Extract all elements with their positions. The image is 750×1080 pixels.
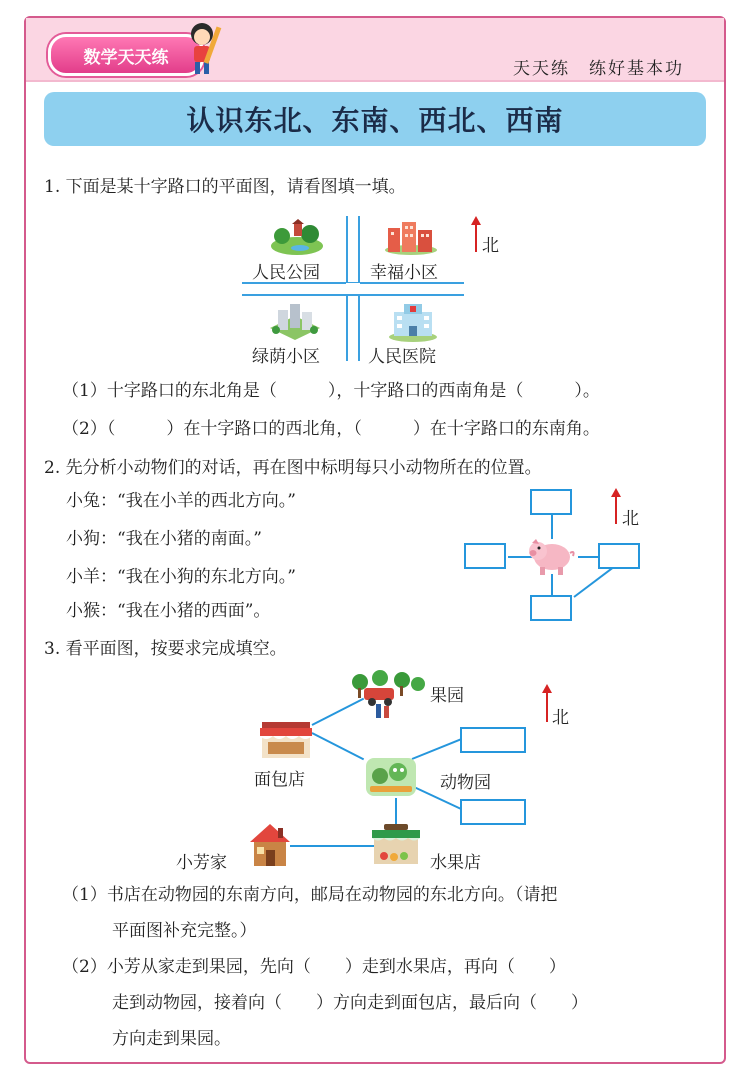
q3-line-5: 方向走到果园。 — [112, 1029, 231, 1049]
road-center-mask — [346, 283, 360, 294]
road-horizontal-bottom — [242, 294, 464, 296]
label-xingfu-community: 幸福小区 — [370, 263, 438, 283]
label-renmin-hospital: 人民医院 — [368, 347, 436, 367]
label-bakery: 面包店 — [254, 770, 305, 790]
q3-line-4: 走到动物园，接着向（ ）方向走到面包店，最后向（ ） — [112, 993, 588, 1013]
q2-answer-box-right[interactable] — [598, 543, 640, 569]
hospital-icon — [388, 300, 438, 342]
q1-intro: 1. 下面是某十字路口的平面图，请看图填一填。 — [44, 177, 406, 197]
pig-icon — [528, 535, 578, 577]
north-arrow-icon — [475, 224, 477, 252]
header — [26, 18, 724, 82]
apartments-icon — [384, 218, 438, 256]
label-lvyin-community: 绿荫小区 — [252, 347, 320, 367]
q2-dialog-dog: 小狗：“我在小猪的南面。” — [66, 529, 262, 549]
label-renmin-park: 人民公园 — [252, 263, 320, 283]
q3-line-1: （1）书店在动物园的东南方向，邮局在动物园的东北方向。（请把 — [62, 885, 558, 905]
brand-badge: 数学天天练 — [48, 34, 204, 76]
page-title: 认识东北、东南、西北、西南 — [44, 92, 706, 146]
q3-intro: 3. 看平面图，按要求完成填空。 — [44, 639, 287, 659]
q2-dialog-sheep: 小羊：“我在小狗的东北方向。” — [66, 567, 296, 587]
q2-answer-box-left[interactable] — [464, 543, 506, 569]
north-label: 北 — [622, 509, 639, 529]
label-home: 小芳家 — [176, 853, 227, 873]
label-zoo: 动物园 — [440, 773, 491, 793]
q2-connector-bottom — [551, 574, 553, 596]
green-community-icon — [266, 300, 324, 340]
q2-dialog-rabbit: 小兔：“我在小羊的西北方向。” — [66, 491, 296, 511]
q2-intro: 2. 先分析小动物们的对话，再在图中标明每只小动物所在的位置。 — [44, 458, 542, 478]
zoo-icon — [364, 756, 418, 798]
label-orchard: 果园 — [430, 686, 464, 706]
q2-dialog-monkey: 小猴：“我在小猪的西面”。 — [66, 601, 271, 621]
q2-answer-box-bottom[interactable] — [530, 595, 572, 621]
q1-line-1: （1）十字路口的东北角是（ ），十字路口的西南角是（ ）。 — [62, 381, 600, 401]
park-icon — [270, 218, 324, 256]
q3-line-2: 平面图补充完整。） — [112, 921, 257, 941]
q2-connector-right — [578, 556, 598, 558]
bakery-icon — [258, 718, 314, 760]
north-arrow-icon — [615, 496, 617, 524]
q3-line-3: （2）小芳从家走到果园，先向（ ）走到水果店，再向（ ） — [62, 957, 566, 977]
label-fruit-shop: 水果店 — [430, 853, 481, 873]
q3-answer-box-northeast[interactable] — [460, 727, 526, 753]
q1-line-2: （2）（ ）在十字路口的西北角，（ ）在十字路口的东南角。 — [62, 419, 600, 439]
q2-answer-box-top[interactable] — [530, 489, 572, 515]
fruit-shop-icon — [370, 822, 422, 866]
house-icon — [246, 820, 294, 868]
q3-answer-box-southeast[interactable] — [460, 799, 526, 825]
header-slogan: 天天练 练好基本功 — [513, 59, 684, 79]
q3-line-home-fruitshop — [290, 845, 376, 847]
orchard-icon — [350, 668, 426, 722]
north-arrow-icon — [546, 692, 548, 722]
north-label: 北 — [482, 236, 499, 256]
north-label: 北 — [552, 708, 569, 728]
kid-pencil-icon — [182, 20, 222, 78]
